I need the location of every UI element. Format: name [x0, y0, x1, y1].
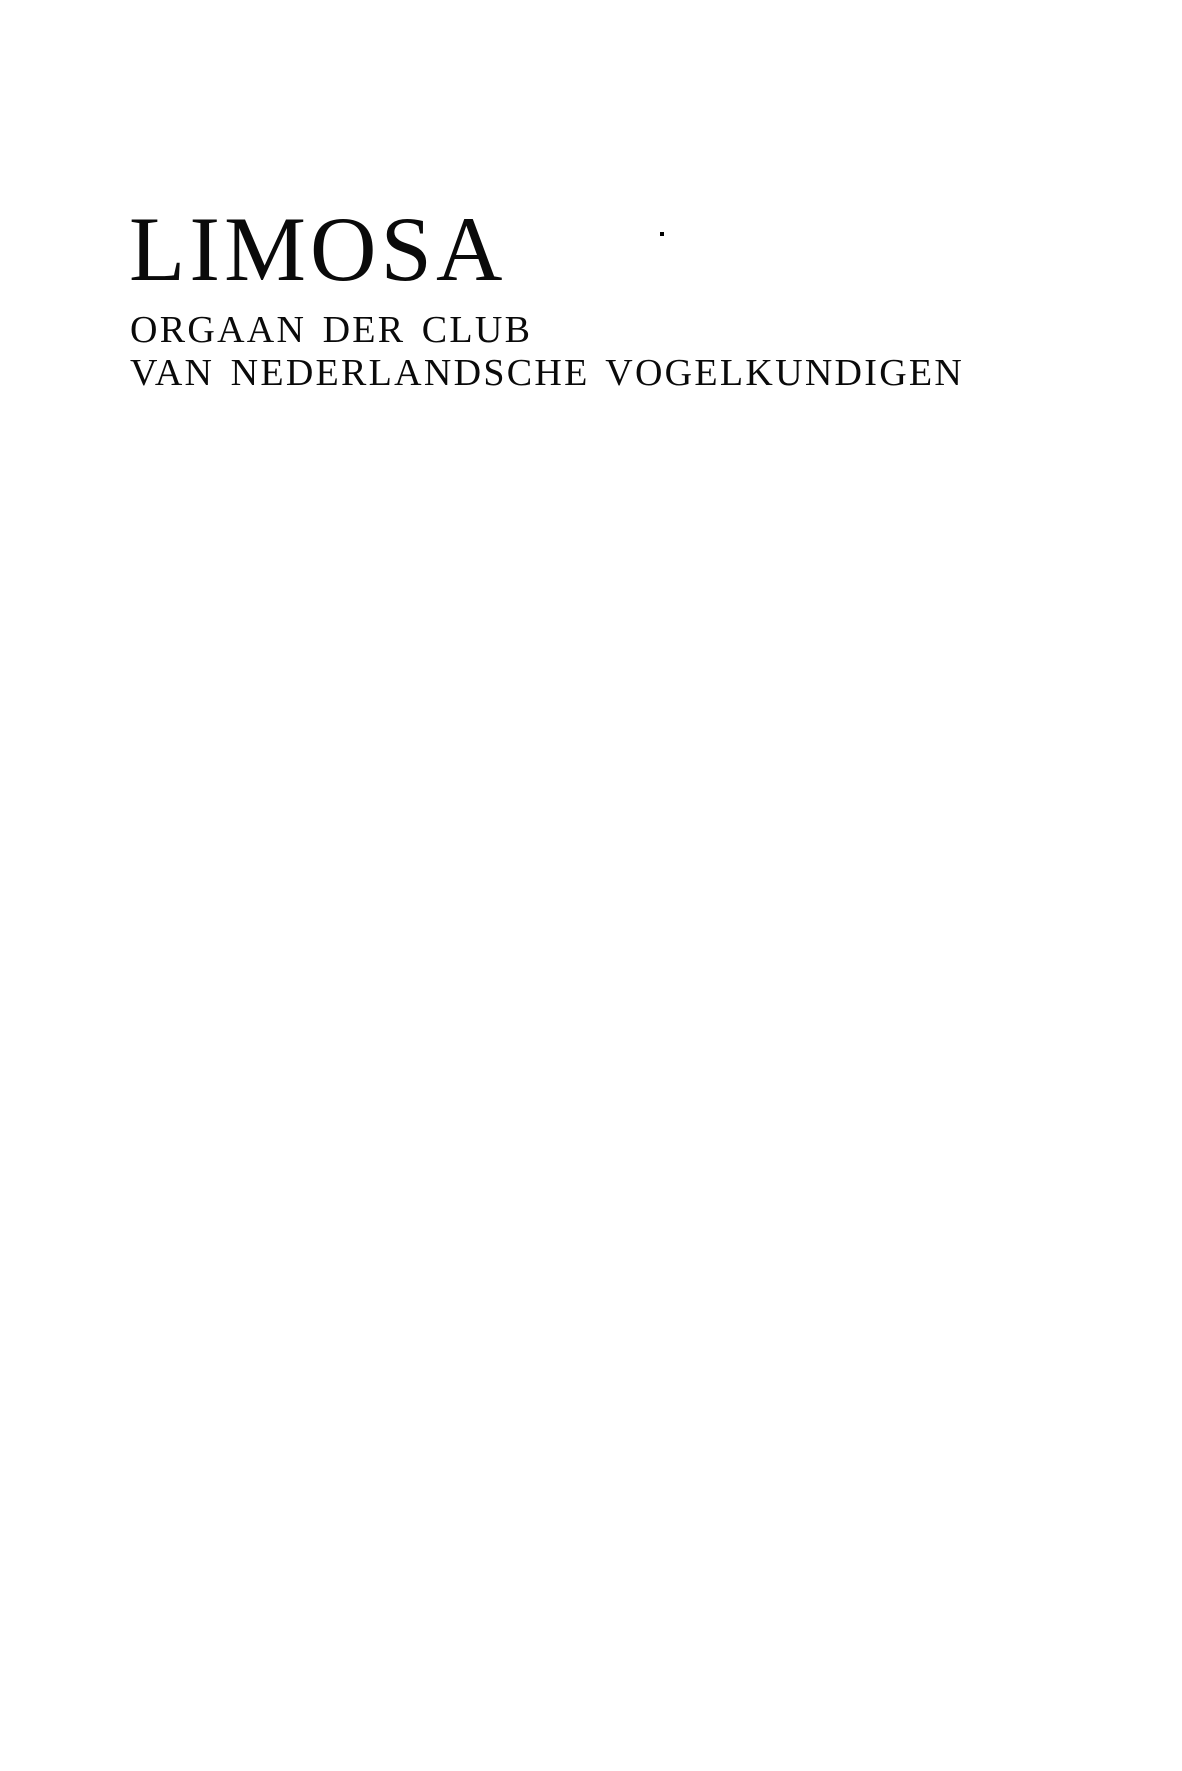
subtitle-line-1: ORGAAN DER CLUB [130, 309, 533, 351]
ink-speck [660, 232, 664, 236]
journal-subtitle [130, 309, 964, 395]
subtitle-line-2: VAN NEDERLANDSCHE VOGELKUNDIGEN [130, 352, 965, 394]
journal-title: LIMOSA [129, 198, 507, 300]
